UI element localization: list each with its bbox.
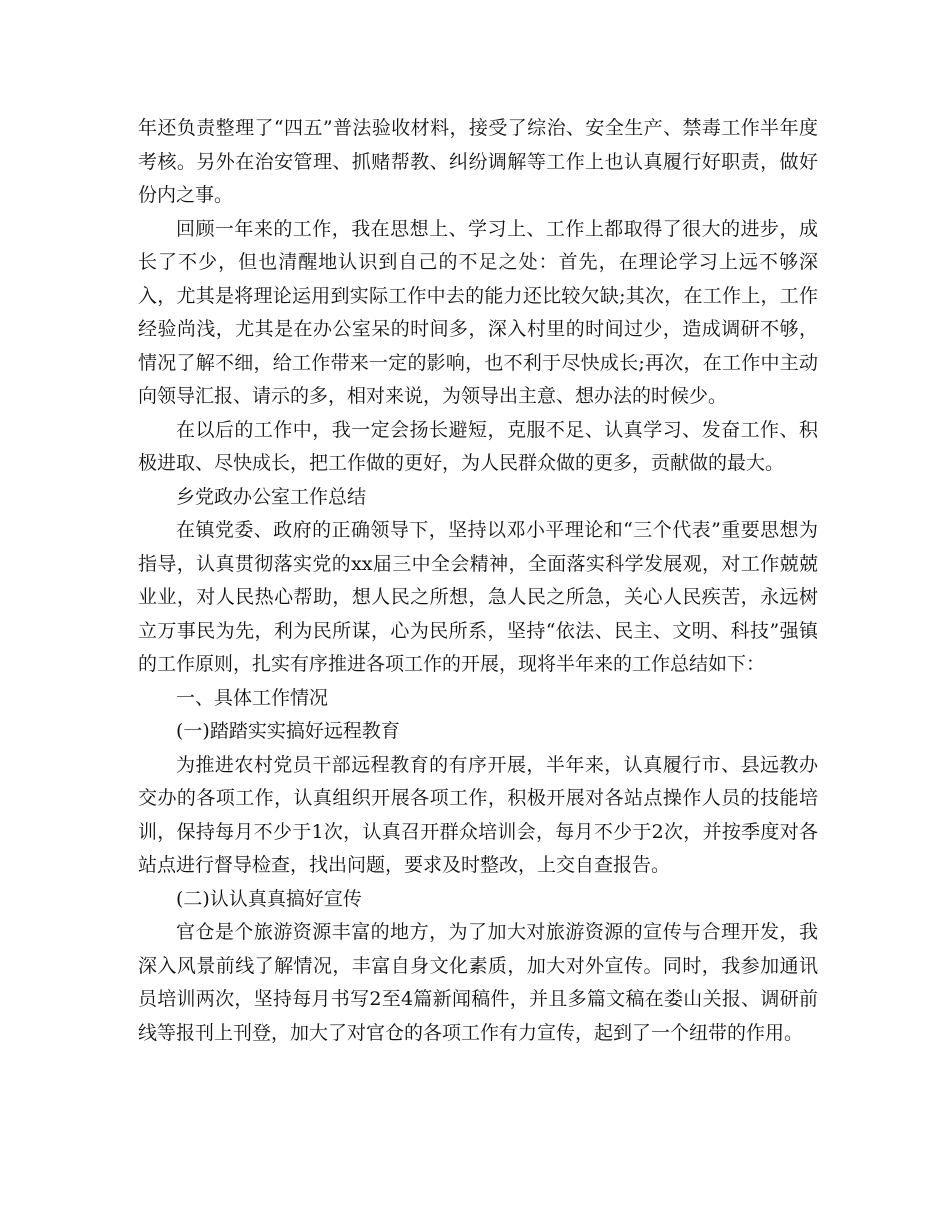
subheading-2: (二)认认真真搞好宣传 bbox=[176, 887, 362, 910]
document-body bbox=[138, 112, 818, 1050]
section-title: 乡党政办公室工作总结 bbox=[176, 485, 367, 508]
paragraph-1: 年还负责整理了“四五”普法验收材料，接受了综治、安全生产、禁毒工作半年度考核。另外在治安管理、抓赌帮教、纠纷调解等工作上也认真履行好职责，做好份内之事。 bbox=[138, 117, 818, 206]
heading-1: 一、具体工作情况 bbox=[176, 686, 329, 709]
paragraph-8: 为推进农村党员干部远程教育的有序开展，半年来，认真履行市、县远教办交办的各项工作，认真组织开展各项工作，积极开展对各站点操作人员的技能培训，保持每月不少于1次，认真召开群众培训会，每月不少于2次，并按季度对各站点进行督导检查，找出问题，要求及时整改，上交自查报告。 bbox=[138, 753, 818, 876]
paragraph-5: 在镇党委、政府的正确领导下，坚持以邓小平理论和“三个代表”重要思想为指导，认真贯彻落实党的xx届三中全会精神，全面落实科学发展观，对工作兢兢业业，对人民热心帮助，想人民之所想，急人民之所急，关心人民疾苦，永远树立万事民为先，利为民所谋，心为民所系，坚持“依法、民主、文明、科技”强镇的工作原则，扎实有序推进各项工作的开展，现将半年来的工作总结如下： bbox=[138, 519, 818, 675]
paragraph-10: 官仓是个旅游资源丰富的地方，为了加大对旅游资源的宣传与合理开发，我深入风景前线了解情况，丰富自身文化素质，加大对外宣传。同时，我参加通讯员培训两次，坚持每月书写2至4篇新闻稿件，并且多篇文稿在娄山关报、调研前线等报刊上刊登，加大了对官仓的各项工作有力宣传，起到了一个纽带的作用。 bbox=[138, 921, 818, 1044]
subheading-1: (一)踏踏实实搞好远程教育 bbox=[176, 720, 400, 742]
paragraph-2: 回顾一年来的工作，我在思想上、学习上、工作上都取得了很大的进步，成长了不少，但也清醒地认识到自己的不足之处：首先，在理论学习上远不够深入，尤其是将理论运用到实际工作中去的能力还比较欠缺;其次，在工作上，工作经验尚浅，尤其是在办公室呆的时间多，深入村里的时间过少，造成调研不够，情况了解不细，给工作带来一定的影响，也不利于尽快成长;再次，在工作中主动向领导汇报、请示的多，相对来说，为领导出主意、想办法的时候少。 bbox=[138, 217, 818, 407]
paragraph-3: 在以后的工作中，我一定会扬长避短，克服不足、认真学习、发奋工作、积极进取、尽快成长，把工作做的更好，为人民群众做的更多，贡献做的最大。 bbox=[138, 418, 818, 474]
